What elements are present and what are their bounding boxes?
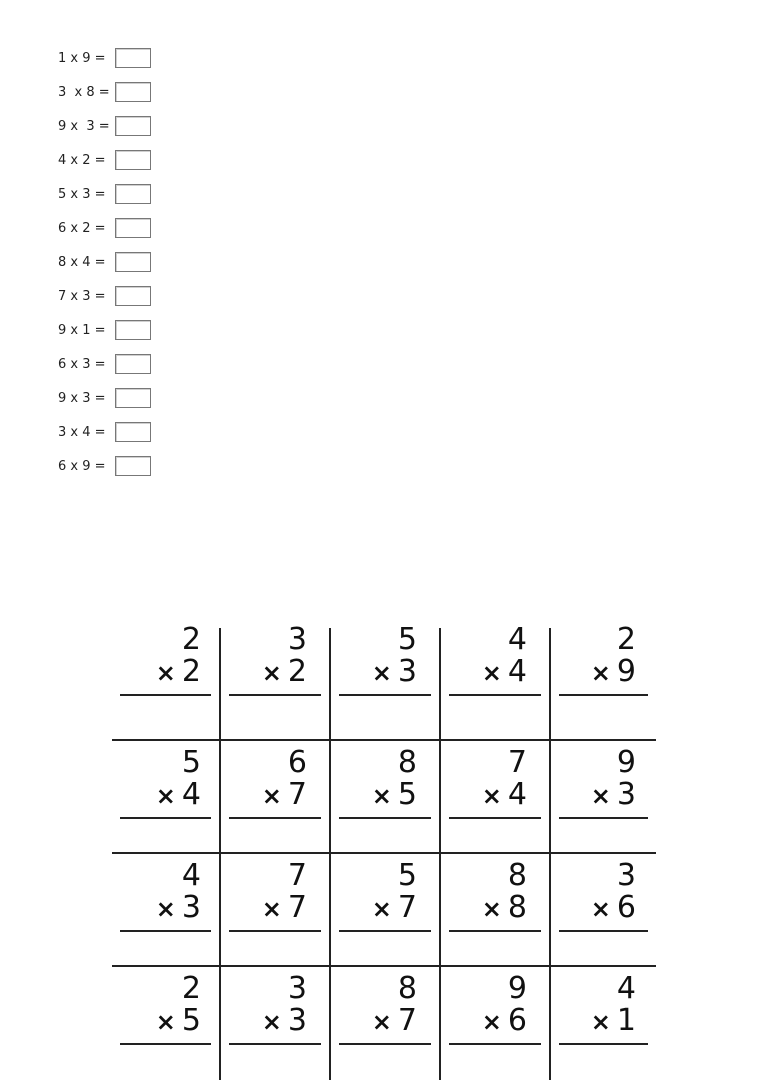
answer-underline	[229, 1043, 321, 1045]
times-icon: ×	[481, 895, 502, 923]
multiplier: 6	[616, 890, 636, 925]
multiplier: 7	[397, 890, 417, 925]
multiplier-line	[337, 1005, 417, 1038]
vertical-problem	[556, 860, 636, 925]
times-icon: ×	[481, 659, 502, 687]
answer-input[interactable]	[115, 354, 151, 374]
multiplicand: 2	[181, 971, 201, 1006]
answer-input[interactable]	[115, 150, 151, 170]
vertical-problem	[337, 747, 417, 812]
answer-input[interactable]	[115, 252, 151, 272]
problem-cell	[112, 741, 221, 854]
vertical-problem	[121, 624, 201, 689]
multiplicand: 2	[616, 622, 636, 657]
vertical-problem	[556, 624, 636, 689]
times-icon: ×	[155, 659, 176, 687]
equation-text: 8 x 4 =	[58, 254, 106, 270]
vertical-problem	[447, 624, 527, 689]
times-icon: ×	[481, 782, 502, 810]
multiplier: 7	[287, 890, 307, 925]
vertical-problem	[121, 860, 201, 925]
vertical-problem	[337, 860, 417, 925]
multiplier-line	[121, 1005, 201, 1038]
times-icon: ×	[261, 1008, 282, 1036]
multiplicand: 8	[507, 858, 527, 893]
times-icon: ×	[261, 895, 282, 923]
multiplier: 3	[287, 1003, 307, 1038]
times-icon: ×	[481, 1008, 502, 1036]
multiplier-line	[556, 779, 636, 812]
answer-underline	[120, 930, 211, 932]
multiplier: 4	[181, 777, 201, 812]
answer-underline	[120, 694, 211, 696]
answer-underline	[449, 1043, 541, 1045]
problem-cell	[441, 854, 551, 967]
times-icon: ×	[590, 782, 611, 810]
answer-input[interactable]	[115, 422, 151, 442]
multiplier-line	[227, 779, 307, 812]
multiplier-line	[447, 656, 527, 689]
times-icon: ×	[261, 782, 282, 810]
multiplier: 2	[287, 654, 307, 689]
answer-input[interactable]	[115, 286, 151, 306]
problem-cell	[221, 854, 331, 967]
vertical-problem	[121, 747, 201, 812]
multiplier-line	[227, 892, 307, 925]
equation-text: 9 x 3 =	[58, 118, 110, 134]
multiplicand: 2	[181, 622, 201, 657]
multiplier: 3	[616, 777, 636, 812]
answer-input[interactable]	[115, 456, 151, 476]
multiplier-line	[556, 892, 636, 925]
multiplication-grid	[112, 622, 656, 1080]
multiplier: 1	[616, 1003, 636, 1038]
answer-input[interactable]	[115, 82, 151, 102]
multiplicand: 5	[397, 858, 417, 893]
times-icon: ×	[261, 659, 282, 687]
multiplicand: 7	[507, 745, 527, 780]
multiplicand: 5	[397, 622, 417, 657]
multiplier: 5	[397, 777, 417, 812]
problem-cell	[221, 622, 331, 741]
answer-underline	[120, 1043, 211, 1045]
multiplicand: 4	[181, 858, 201, 893]
equation-row	[58, 386, 151, 410]
problem-cell	[551, 741, 656, 854]
answer-input[interactable]	[115, 184, 151, 204]
multiplier: 7	[397, 1003, 417, 1038]
multiplier: 3	[397, 654, 417, 689]
vertical-problem	[447, 860, 527, 925]
equation-row	[58, 114, 151, 138]
answer-underline	[229, 817, 321, 819]
multiplicand: 3	[287, 622, 307, 657]
multiplier-line	[447, 779, 527, 812]
multiplier: 8	[507, 890, 527, 925]
equation-text: 9 x 3 =	[58, 390, 106, 406]
multiplier-line	[121, 779, 201, 812]
times-icon: ×	[590, 895, 611, 923]
times-icon: ×	[371, 895, 392, 923]
multiplicand: 5	[181, 745, 201, 780]
multiplier-line	[447, 1005, 527, 1038]
multiplicand: 4	[507, 622, 527, 657]
multiplier: 5	[181, 1003, 201, 1038]
equation-row	[58, 352, 151, 376]
answer-input[interactable]	[115, 218, 151, 238]
multiplicand: 9	[616, 745, 636, 780]
multiplicand: 3	[616, 858, 636, 893]
equation-text: 9 x 1 =	[58, 322, 106, 338]
equation-text: 6 x 3 =	[58, 356, 106, 372]
multiplier-line	[337, 779, 417, 812]
vertical-problem	[556, 747, 636, 812]
times-icon: ×	[371, 1008, 392, 1036]
answer-input[interactable]	[115, 388, 151, 408]
equation-row	[58, 216, 151, 240]
equation-row	[58, 420, 151, 444]
multiplier: 4	[507, 777, 527, 812]
multiplier: 2	[181, 654, 201, 689]
multiplier-line	[556, 1005, 636, 1038]
times-icon: ×	[371, 782, 392, 810]
equation-row	[58, 182, 151, 206]
answer-input[interactable]	[115, 48, 151, 68]
answer-underline	[449, 694, 541, 696]
equation-row	[58, 318, 151, 342]
answer-input[interactable]	[115, 320, 151, 340]
answer-underline	[449, 817, 541, 819]
vertical-problem	[121, 973, 201, 1038]
times-icon: ×	[590, 1008, 611, 1036]
answer-underline	[559, 694, 648, 696]
multiplier-line	[121, 656, 201, 689]
equation-text: 7 x 3 =	[58, 288, 106, 304]
multiplicand: 6	[287, 745, 307, 780]
problem-cell	[551, 622, 656, 741]
equation-row	[58, 46, 151, 70]
vertical-problem	[227, 973, 307, 1038]
vertical-problem	[337, 624, 417, 689]
problem-cell	[331, 622, 441, 741]
vertical-problem	[447, 973, 527, 1038]
multiplier-line	[556, 656, 636, 689]
equation-list	[58, 46, 151, 488]
multiplier-line	[227, 656, 307, 689]
vertical-problem	[447, 747, 527, 812]
multiplicand: 7	[287, 858, 307, 893]
multiplicand: 9	[507, 971, 527, 1006]
vertical-problem	[337, 973, 417, 1038]
multiplicand: 4	[616, 971, 636, 1006]
problem-cell	[441, 741, 551, 854]
problem-cell	[331, 854, 441, 967]
answer-underline	[339, 694, 431, 696]
equation-text: 5 x 3 =	[58, 186, 106, 202]
multiplier-line	[447, 892, 527, 925]
vertical-problem	[227, 747, 307, 812]
equation-text: 3 x 8 =	[58, 84, 110, 100]
multiplicand: 8	[397, 971, 417, 1006]
problem-cell	[441, 622, 551, 741]
multiplicand: 3	[287, 971, 307, 1006]
answer-underline	[229, 930, 321, 932]
equation-text: 4 x 2 =	[58, 152, 106, 168]
times-icon: ×	[155, 782, 176, 810]
multiplier: 6	[507, 1003, 527, 1038]
equation-row	[58, 250, 151, 274]
times-icon: ×	[155, 1008, 176, 1036]
times-icon: ×	[155, 895, 176, 923]
problem-cell	[331, 741, 441, 854]
vertical-problem	[556, 973, 636, 1038]
equation-text: 3 x 4 =	[58, 424, 106, 440]
multiplier-line	[337, 656, 417, 689]
answer-underline	[120, 817, 211, 819]
times-icon: ×	[371, 659, 392, 687]
problem-cell	[551, 854, 656, 967]
multiplier: 7	[287, 777, 307, 812]
multiplier: 4	[507, 654, 527, 689]
multiplier: 9	[616, 654, 636, 689]
equation-text: 6 x 9 =	[58, 458, 106, 474]
equation-text: 6 x 2 =	[58, 220, 106, 236]
answer-underline	[449, 930, 541, 932]
problem-cell	[112, 622, 221, 741]
equation-row	[58, 284, 151, 308]
times-icon: ×	[590, 659, 611, 687]
multiplier-line	[337, 892, 417, 925]
problem-cell	[112, 854, 221, 967]
vertical-problem	[227, 860, 307, 925]
vertical-problem	[227, 624, 307, 689]
equation-row	[58, 148, 151, 172]
answer-underline	[559, 930, 648, 932]
answer-underline	[339, 1043, 431, 1045]
answer-underline	[339, 930, 431, 932]
multiplier: 3	[181, 890, 201, 925]
answer-underline	[559, 817, 648, 819]
answer-input[interactable]	[115, 116, 151, 136]
multiplicand: 8	[397, 745, 417, 780]
answer-underline	[559, 1043, 648, 1045]
answer-underline	[339, 817, 431, 819]
problem-cell	[221, 741, 331, 854]
multiplier-line	[227, 1005, 307, 1038]
answer-underline	[229, 694, 321, 696]
equation-row	[58, 454, 151, 478]
equation-text: 1 x 9 =	[58, 50, 106, 66]
equation-row	[58, 80, 151, 104]
multiplier-line	[121, 892, 201, 925]
